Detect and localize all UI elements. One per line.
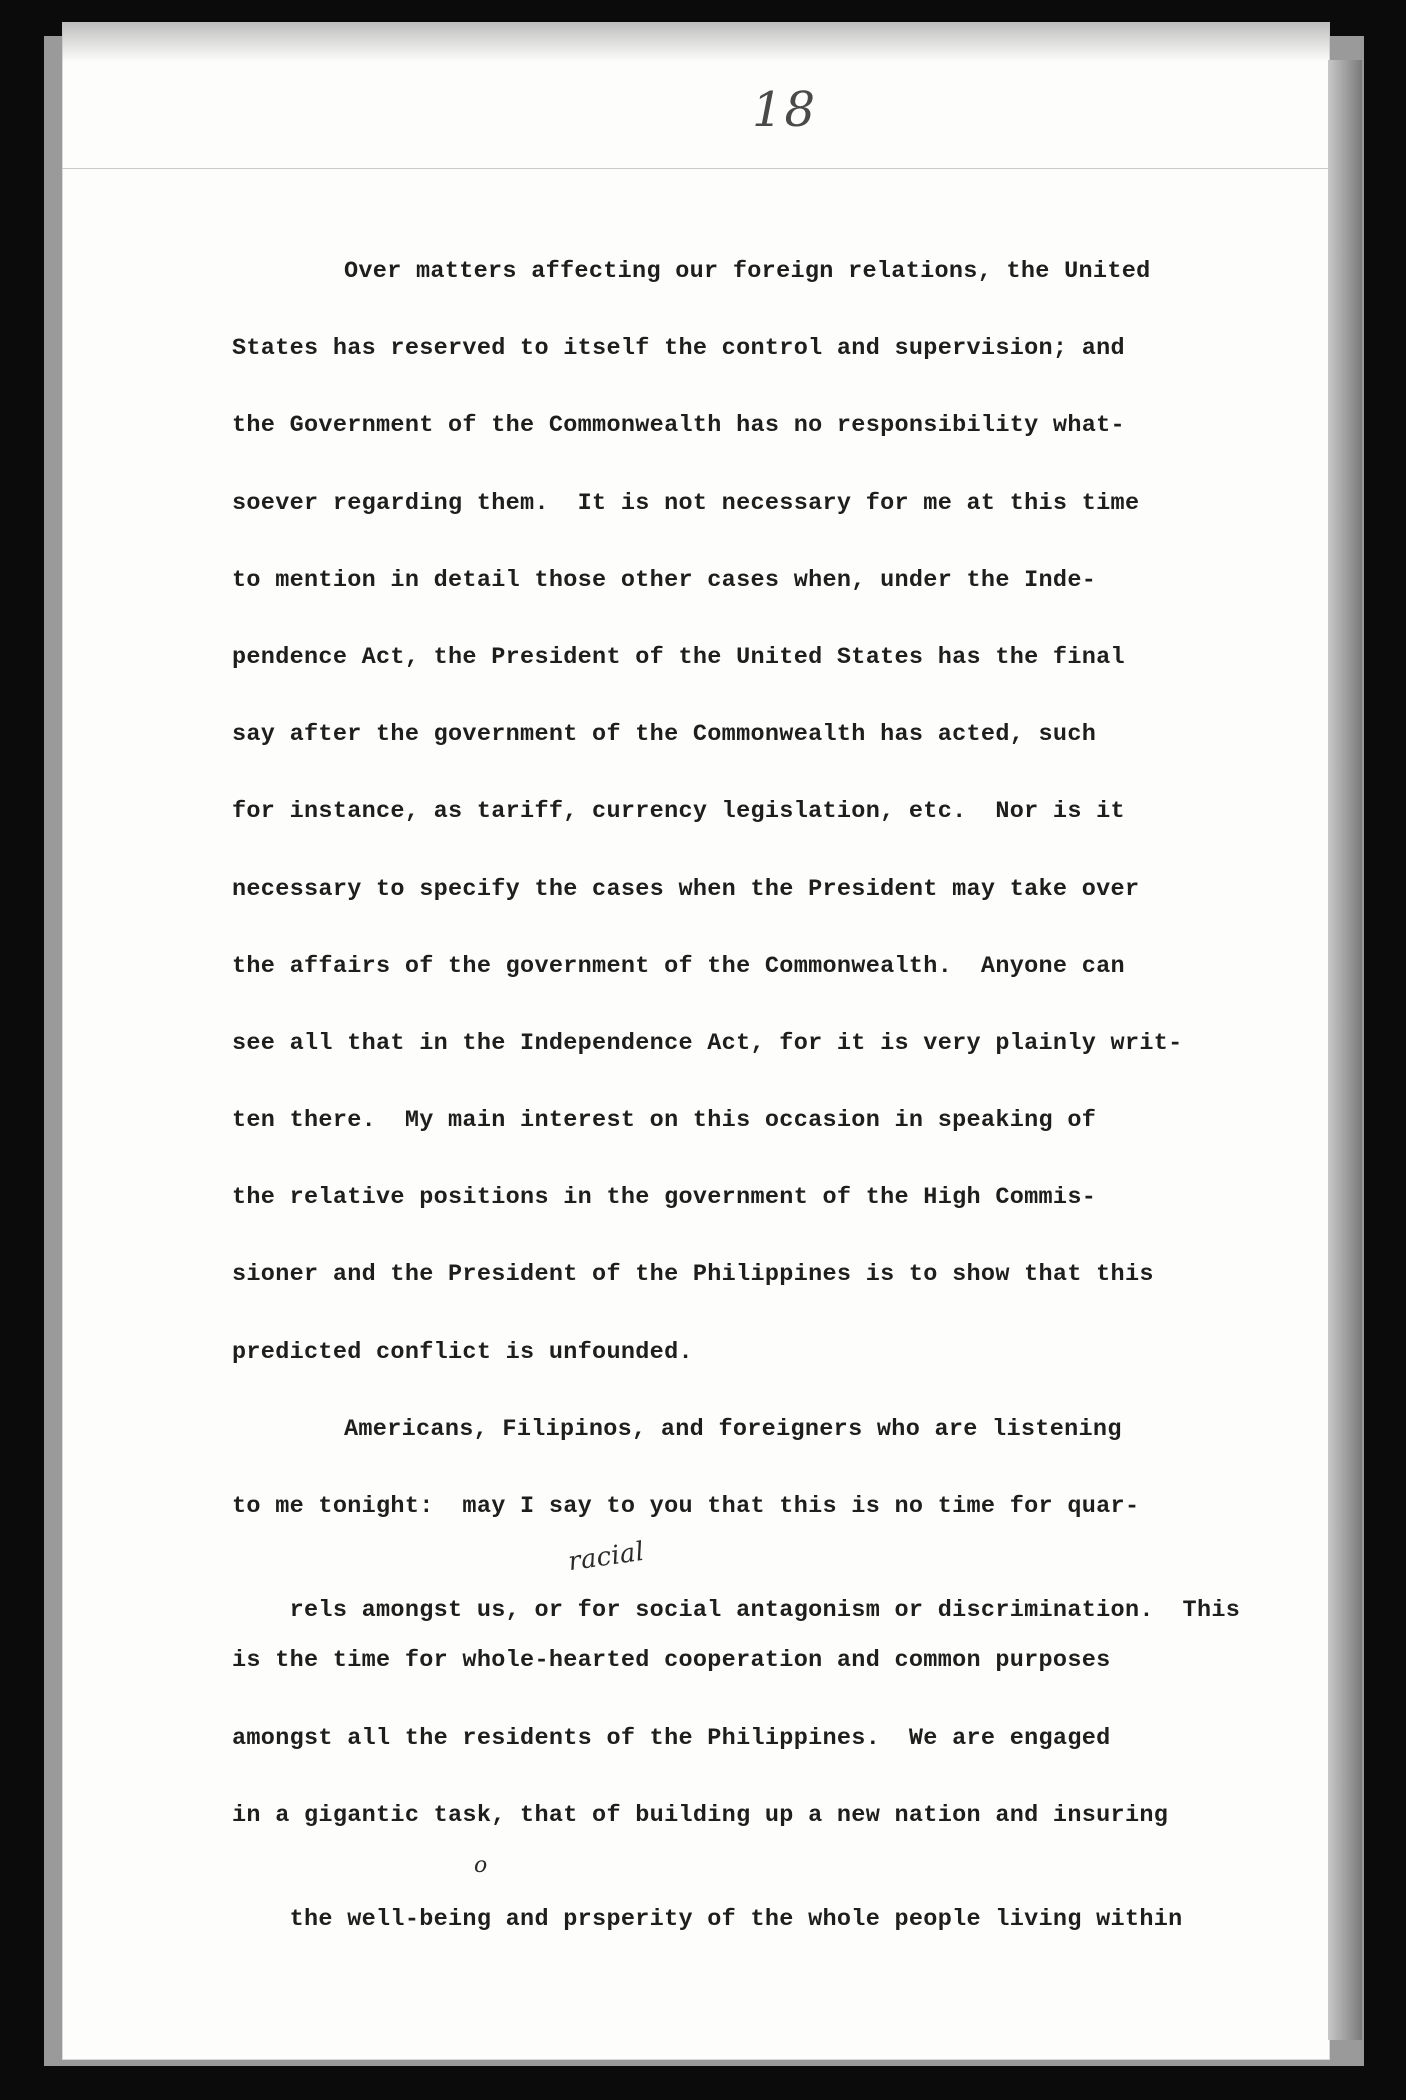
header-rule bbox=[62, 168, 1330, 169]
handwritten-insertion: o bbox=[474, 1852, 488, 1878]
text-line: amongst all the residents of the Philippines. We are engaged bbox=[232, 1724, 1111, 1752]
text-line: the affairs of the government of the Commonwealth. Anyone can bbox=[232, 952, 1125, 980]
typed-body bbox=[232, 258, 1272, 1956]
text-line: Americans, Filipinos, and foreigners who are listening bbox=[344, 1415, 1122, 1443]
text-line: see all that in the Independence Act, for it is very plainly writ- bbox=[232, 1029, 1183, 1057]
text-line: soever regarding them. It is not necessary for me at this time bbox=[232, 489, 1140, 517]
text-line: Over matters affecting our foreign relations, the United bbox=[344, 258, 1151, 285]
text-line: predicted conflict is unfounded. bbox=[232, 1338, 693, 1366]
text-line: the relative positions in the government of the High Commis- bbox=[232, 1184, 1097, 1212]
text-line: is the time for whole-hearted cooperation and common purposes bbox=[232, 1647, 1111, 1675]
page-number: 18 bbox=[752, 82, 818, 138]
text-line: rels amongst us, or for social antagonism or discrimination. This bbox=[289, 1597, 1241, 1625]
paper-top-shadow bbox=[62, 22, 1330, 62]
text-line: in a gigantic task, that of building up a new nation and insuring bbox=[232, 1801, 1169, 1829]
handwritten-correction: racial bbox=[566, 1537, 647, 1578]
text-line: pendence Act, the President of the United States has the final bbox=[232, 643, 1125, 671]
text-line: for instance, as tariff, currency legislation, etc. Nor is it bbox=[232, 798, 1125, 826]
text-line: say after the government of the Commonwealth has acted, such bbox=[232, 721, 1097, 749]
text-line: to mention in detail those other cases when, under the Inde- bbox=[232, 566, 1097, 594]
text-line: to me tonight: may I say to you that this is no time for quar- bbox=[232, 1493, 1140, 1520]
page-edge-shadow bbox=[1328, 60, 1362, 2040]
text-line: sioner and the President of the Philippines is to show that this bbox=[232, 1261, 1154, 1289]
text-line: ten there. My main interest on this occasion in speaking of bbox=[232, 1107, 1097, 1135]
text-line: States has reserved to itself the control and supervision; and bbox=[232, 335, 1125, 363]
text-line-annotated bbox=[232, 1537, 1272, 1647]
text-line: the Government of the Commonwealth has no responsibility what- bbox=[232, 412, 1125, 440]
text-line: necessary to specify the cases when the President may take over bbox=[232, 875, 1140, 903]
text-line: the well-being and prsperity of the whole people living within bbox=[289, 1905, 1183, 1933]
text-line-annotated bbox=[232, 1852, 1272, 1956]
